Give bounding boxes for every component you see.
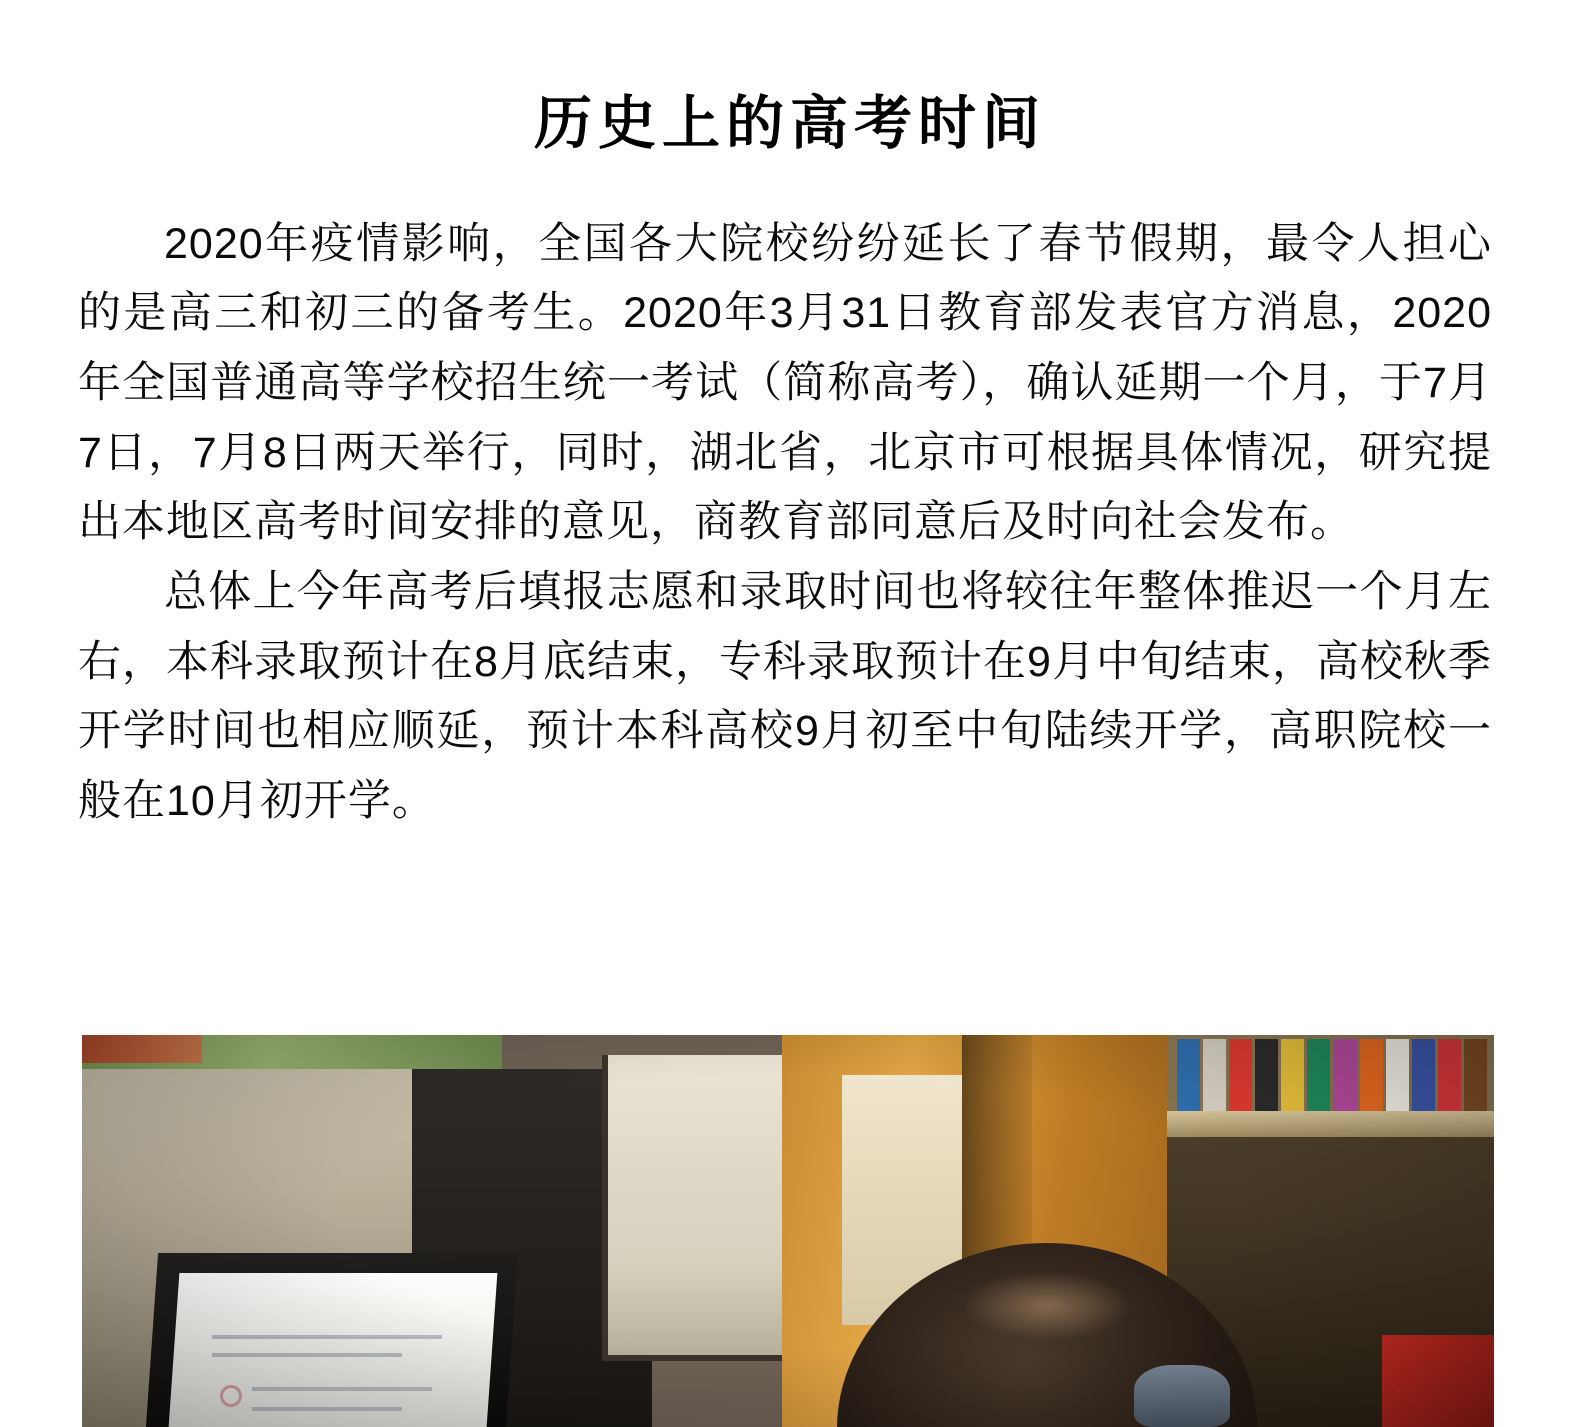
page-title: 历史上的高考时间 <box>533 91 1046 156</box>
paragraph-1: 2020年疫情影响，全国各大院校纷纷延长了春节假期，最令人担心的是高三和初三的备考生。2020年3月31日教育部发表官方消息，2020年全国普通高等学校招生统一考试（简称高考），确认延期一个月，于7月7日，7月8日两天举行，同时，湖北省，北京市可根据具体情况，研究提出本地区高考时间安排的意见，商教育部同意后及时向社会发布。 <box>78 219 1492 547</box>
photo-canvas <box>82 1035 1494 1427</box>
article-photo <box>82 1035 1494 1427</box>
document-body <box>0 210 1580 837</box>
photo-vignette <box>82 1035 1494 1427</box>
paragraph-2: 总体上今年高考后填报志愿和录取时间也将较往年整体推迟一个月左右，本科录取预计在8月底结束，专科录取预计在9月中旬结束，高校秋季开学时间也相应顺延，预计本科高校9月初至中旬陆续开学，高职院校一般在10月初开学。 <box>78 568 1492 826</box>
